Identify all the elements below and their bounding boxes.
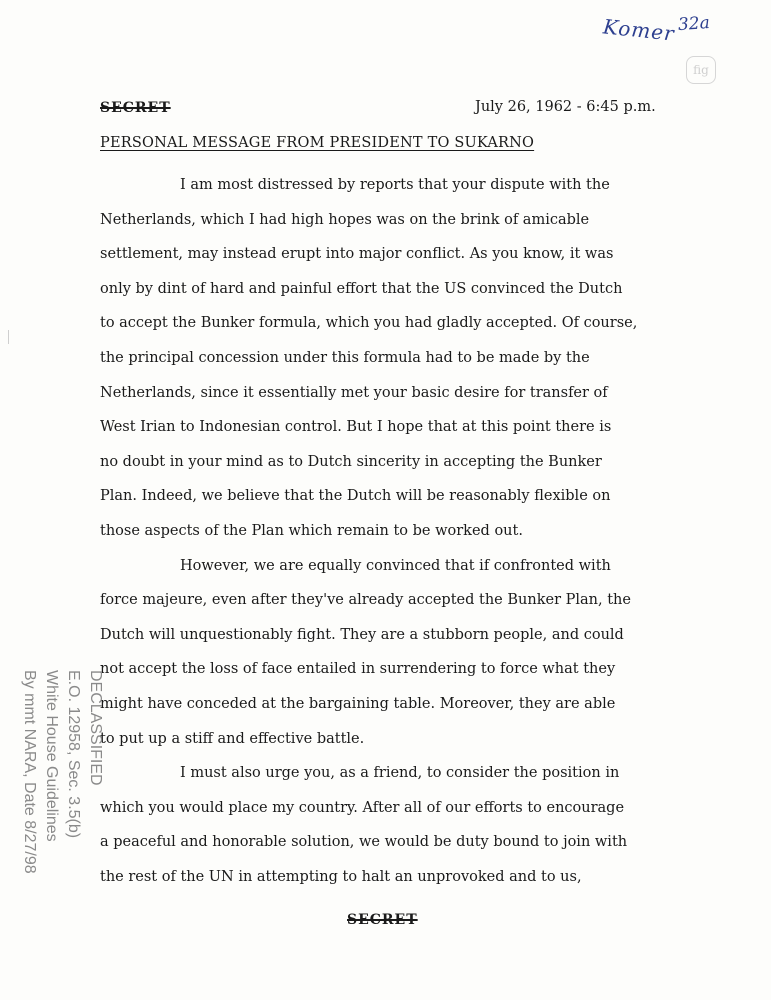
body-line: the principal concession under this formula had to be made by the [100, 349, 590, 366]
body-line: Plan. Indeed, we believe that the Dutch will be reasonably flexible on [100, 488, 611, 505]
body-line: settlement, may instead erupt into major conflict. As you know, it was [100, 246, 614, 263]
body-line: I am most distressed by reports that your dispute with the [180, 177, 610, 193]
document-subject: PERSONAL MESSAGE FROM PRESIDENT TO SUKARNO [100, 135, 535, 151]
classification-marking-bottom: SECRET [347, 912, 418, 928]
declassification-stamp [10, 650, 120, 940]
body-line: no doubt in your mind as to Dutch sincerity in accepting the Bunker [100, 453, 602, 470]
declassification-line: DECLASSIFIED [87, 670, 104, 786]
declassification-line: By mmt NARA, Date 8/27/98 [21, 670, 38, 874]
body-line: Netherlands, since it essentially met your basic desire for transfer of [100, 384, 608, 401]
body-line: the rest of the UN in attempting to halt an unprovoked and to us, [100, 868, 582, 885]
declassification-line: E.O. 12958, Sec. 3.5(b) [65, 670, 82, 839]
body-line: Netherlands, which I had high hopes was on the brink of amicable [100, 211, 590, 228]
body-line: might have conceded at the bargaining table. Moreover, they are able [100, 695, 616, 712]
body-line: which you would place my country. After all of our efforts to encourage [100, 799, 625, 816]
body-line: to put up a stiff and effective battle. [100, 730, 365, 747]
body-line: not accept the loss of face entailed in surrendering to force what they [100, 661, 616, 678]
dateline: July 26, 1962 - 6:45 p.m. [475, 99, 656, 115]
body-line: I must also urge you, as a friend, to consider the position in [180, 765, 620, 782]
body-line: However, we are equally convinced that if confronted with [180, 557, 611, 574]
body-line: a peaceful and honorable solution, we would be duty bound to join with [100, 834, 628, 851]
body-line: Dutch will unquestionably fight. They are a stubborn people, and could [100, 626, 624, 643]
margin-mark [8, 330, 15, 344]
body-line: those aspects of the Plan which remain to be worked out. [100, 522, 523, 539]
classification-marking-top: SECRET [100, 100, 171, 116]
message-body [100, 168, 670, 894]
body-line: only by dint of hard and painful effort that the US convinced the Dutch [100, 280, 623, 297]
body-line: to accept the Bunker formula, which you had gladly accepted. Of course, [100, 315, 638, 332]
body-line: West Irian to Indonesian control. But I hope that at this point there is [100, 419, 612, 436]
declassification-line: White House Guidelines [43, 670, 60, 842]
faint-stamp: fig [686, 56, 716, 84]
handwritten-page-number: 32a [677, 12, 711, 36]
body-line: force majeure, even after they've already accepted the Bunker Plan, the [100, 592, 631, 609]
handwritten-annotation: Komer [601, 14, 676, 46]
